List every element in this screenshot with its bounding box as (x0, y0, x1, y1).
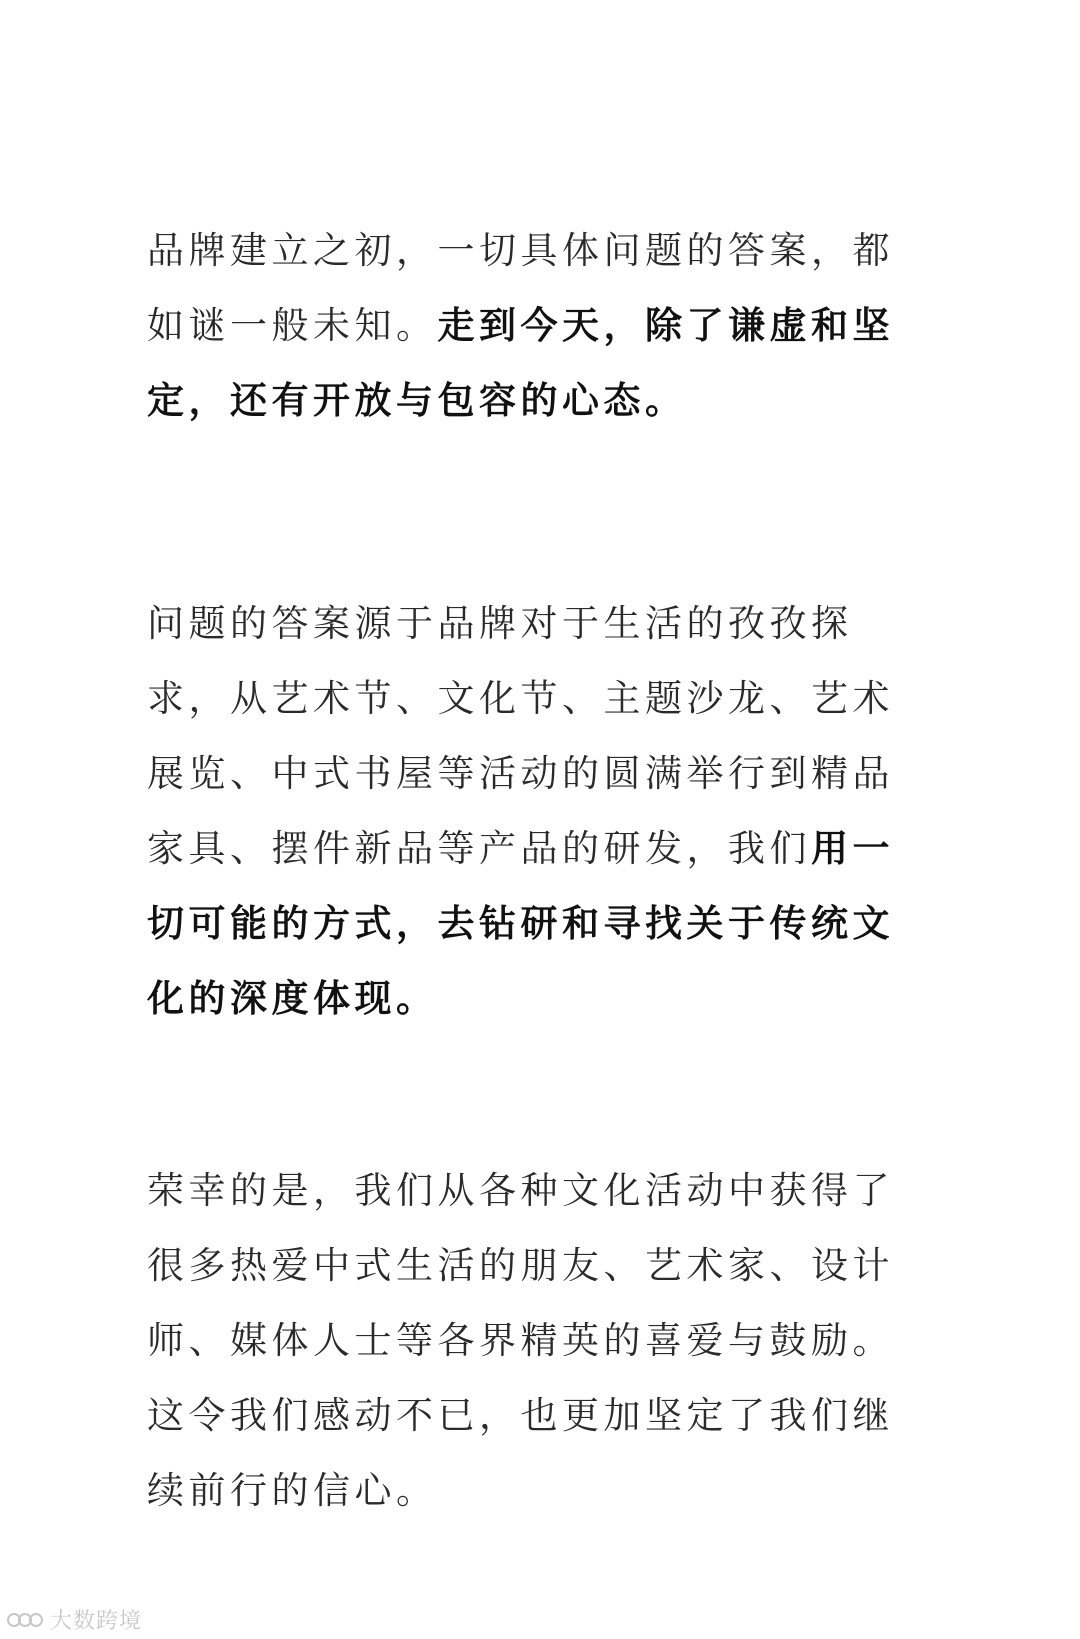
paragraph-3 (147, 1153, 917, 1528)
watermark-text: 大数跨境 (50, 1609, 143, 1634)
watermark (6, 1604, 142, 1635)
paragraph-3-text: 荣幸的是，我们从各种文化活动中获得了很多热爱中式生活的朋友、艺术家、设计师、媒体人士等各界精英的喜爱与鼓励。这令我们感动不已，也更加坚定了我们继续前行的信心。 (147, 1169, 894, 1512)
paragraph-1-text: 品牌建立之初，一切具体问题的答案，都如谜一般未知。 (147, 229, 894, 347)
paragraph-2 (147, 586, 917, 1036)
watermark-logo-icon (6, 1608, 44, 1632)
paragraph-1 (147, 213, 917, 438)
paragraph-1-emphasis: 走到今天，除了谦虚和坚定，还有开放与包容的心态。 (147, 304, 894, 422)
paragraph-2-text: 问题的答案源于品牌对于生活的孜孜探求，从艺术节、文化节、主题沙龙、艺术展览、中式书屋等活动的圆满举行到精品家具、摆件新品等产品的研发，我们 (147, 602, 894, 870)
paragraph-2-emphasis: 用一切可能的方式，去钻研和寻找关于传统文化的深度体现。 (147, 827, 894, 1020)
